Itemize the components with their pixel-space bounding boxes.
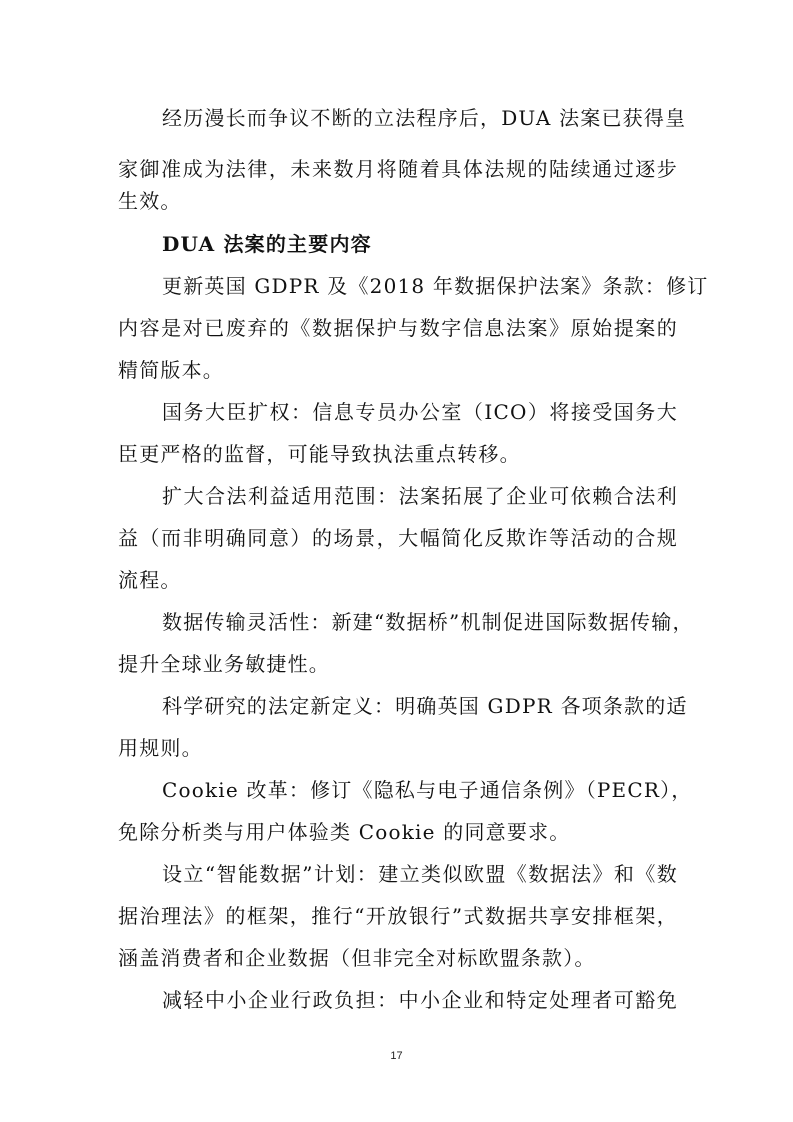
item-research-line-2: 用规则。 bbox=[118, 736, 203, 760]
paragraph-intro-line-3: 生效。 bbox=[118, 189, 182, 213]
paragraph-intro-line-1: 经历漫长而争议不断的立法程序后，DUA 法案已获得皇 bbox=[162, 106, 687, 130]
item-secretary-line-1: 国务大臣扩权：信息专员办公室（ICO）将接受国务大 bbox=[162, 400, 678, 424]
item-gdpr-line-1: 更新英国 GDPR 及《2018 年数据保护法案》条款：修订 bbox=[162, 274, 709, 298]
item-data-transfer-line-1: 数据传输灵活性：新建“数据桥”机制促进国际数据传输， bbox=[162, 610, 694, 634]
item-legitimate-interest-line-2: 益（而非明确同意）的场景，大幅简化反欺诈等活动的合规 bbox=[118, 526, 678, 550]
item-cookie-line-2: 免除分析类与用户体验类 Cookie 的同意要求。 bbox=[118, 820, 571, 844]
item-cookie-line-1: Cookie 改革：修订《隐私与电子通信条例》（PECR）， bbox=[162, 778, 693, 802]
item-legitimate-interest-line-1: 扩大合法利益适用范围：法案拓展了企业可依赖合法利 bbox=[162, 484, 678, 508]
item-smart-data-line-1: 设立“智能数据”计划：建立类似欧盟《数据法》和《数 bbox=[162, 862, 678, 886]
section-heading: DUA 法案的主要内容 bbox=[162, 232, 372, 256]
page-number: 17 bbox=[390, 1050, 403, 1062]
item-secretary-line-2: 臣更严格的监督，可能导致执法重点转移。 bbox=[118, 442, 521, 466]
paragraph-intro-line-2: 家御准成为法律，未来数月将随着具体法规的陆续通过逐步 bbox=[118, 157, 678, 181]
item-smart-data-line-2: 据治理法》的框架，推行“开放银行”式数据共享安排框架， bbox=[118, 904, 678, 928]
item-research-line-1: 科学研究的法定新定义：明确英国 GDPR 各项条款的适 bbox=[162, 694, 688, 718]
item-legitimate-interest-line-3: 流程。 bbox=[118, 568, 182, 592]
item-gdpr-line-3: 精简版本。 bbox=[118, 358, 224, 382]
item-data-transfer-line-2: 提升全球业务敏捷性。 bbox=[118, 652, 330, 676]
item-gdpr-line-2: 内容是对已废弃的《数据保护与数字信息法案》原始提案的 bbox=[118, 316, 678, 340]
item-sme-burden-line-1: 减轻中小企业行政负担：中小企业和特定处理者可豁免 bbox=[162, 988, 678, 1012]
item-smart-data-line-3: 涵盖消费者和企业数据（但非完全对标欧盟条款）。 bbox=[118, 946, 596, 970]
